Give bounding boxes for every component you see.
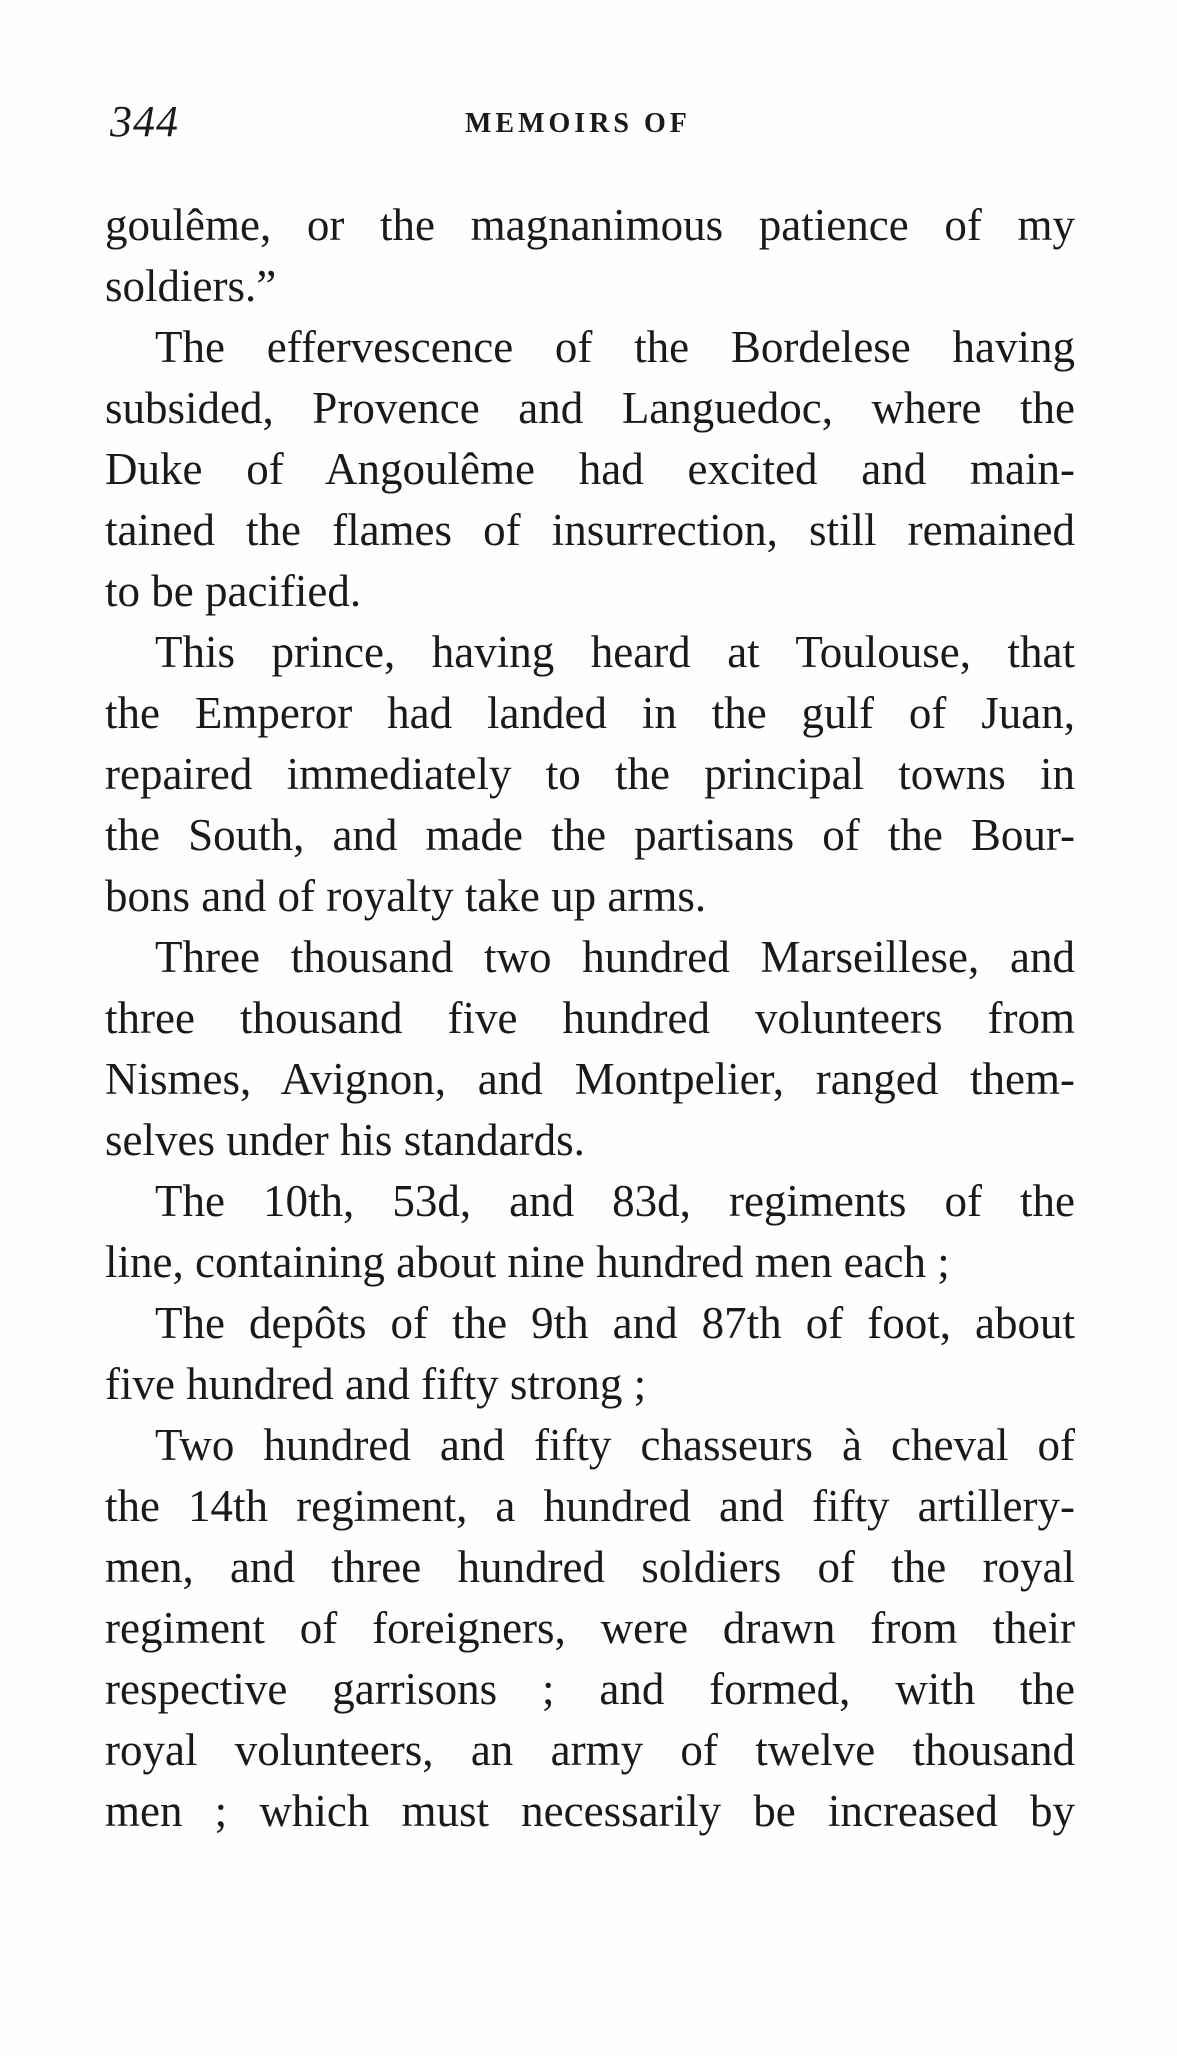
text-line: selves under his standards. bbox=[105, 1115, 585, 1165]
text-line: tained the flames of insurrection, still remained bbox=[105, 505, 1075, 555]
text-line: Duke of Angoulême had excited and main- bbox=[105, 444, 1075, 494]
running-head bbox=[105, 96, 1075, 156]
text-line: the South, and made the partisans of the Bour- bbox=[105, 810, 1075, 860]
text-line: The 10th, 53d, and 83d, regiments of the bbox=[155, 1176, 1075, 1226]
text-line: the Emperor had landed in the gulf of Juan, bbox=[105, 688, 1075, 738]
text-line: Two hundred and fifty chasseurs à cheval of bbox=[155, 1420, 1075, 1470]
text-line: The depôts of the 9th and 87th of foot, about bbox=[155, 1298, 1075, 1348]
text-line: Nismes, Avignon, and Montpelier, ranged them- bbox=[105, 1054, 1075, 1104]
text-line: bons and of royalty take up arms. bbox=[105, 871, 707, 921]
text-line: respective garrisons ; and formed, with the bbox=[105, 1664, 1075, 1714]
text-line: soldiers.” bbox=[105, 261, 277, 311]
text-line: men ; which must necessarily be increased by bbox=[105, 1786, 1075, 1836]
text-line: The effervescence of the Bordelese having bbox=[155, 322, 1075, 372]
running-title: MEMOIRS OF bbox=[465, 108, 691, 139]
text-line: subsided, Provence and Languedoc, where the bbox=[105, 383, 1075, 433]
text-line: the 14th regiment, a hundred and fifty artillery- bbox=[105, 1481, 1075, 1531]
text-line: line, containing about nine hundred men each ; bbox=[105, 1237, 950, 1287]
page-number: 344 bbox=[110, 97, 179, 146]
text-line: Three thousand two hundred Marseillese, and bbox=[155, 932, 1075, 982]
text-line: This prince, having heard at Toulouse, that bbox=[155, 627, 1075, 677]
text-line: to be pacified. bbox=[105, 566, 362, 616]
text-line: regiment of foreigners, were drawn from their bbox=[105, 1603, 1075, 1653]
text-line: goulême, or the magnanimous patience of my bbox=[105, 200, 1075, 250]
text-line: royal volunteers, an army of twelve thousand bbox=[105, 1725, 1075, 1775]
text-line: repaired immediately to the principal towns in bbox=[105, 749, 1075, 799]
text-line: five hundred and fifty strong ; bbox=[105, 1359, 647, 1409]
text-line: three thousand five hundred volunteers from bbox=[105, 993, 1075, 1043]
text-line: men, and three hundred soldiers of the royal bbox=[105, 1542, 1075, 1592]
body-text bbox=[105, 195, 1075, 1842]
